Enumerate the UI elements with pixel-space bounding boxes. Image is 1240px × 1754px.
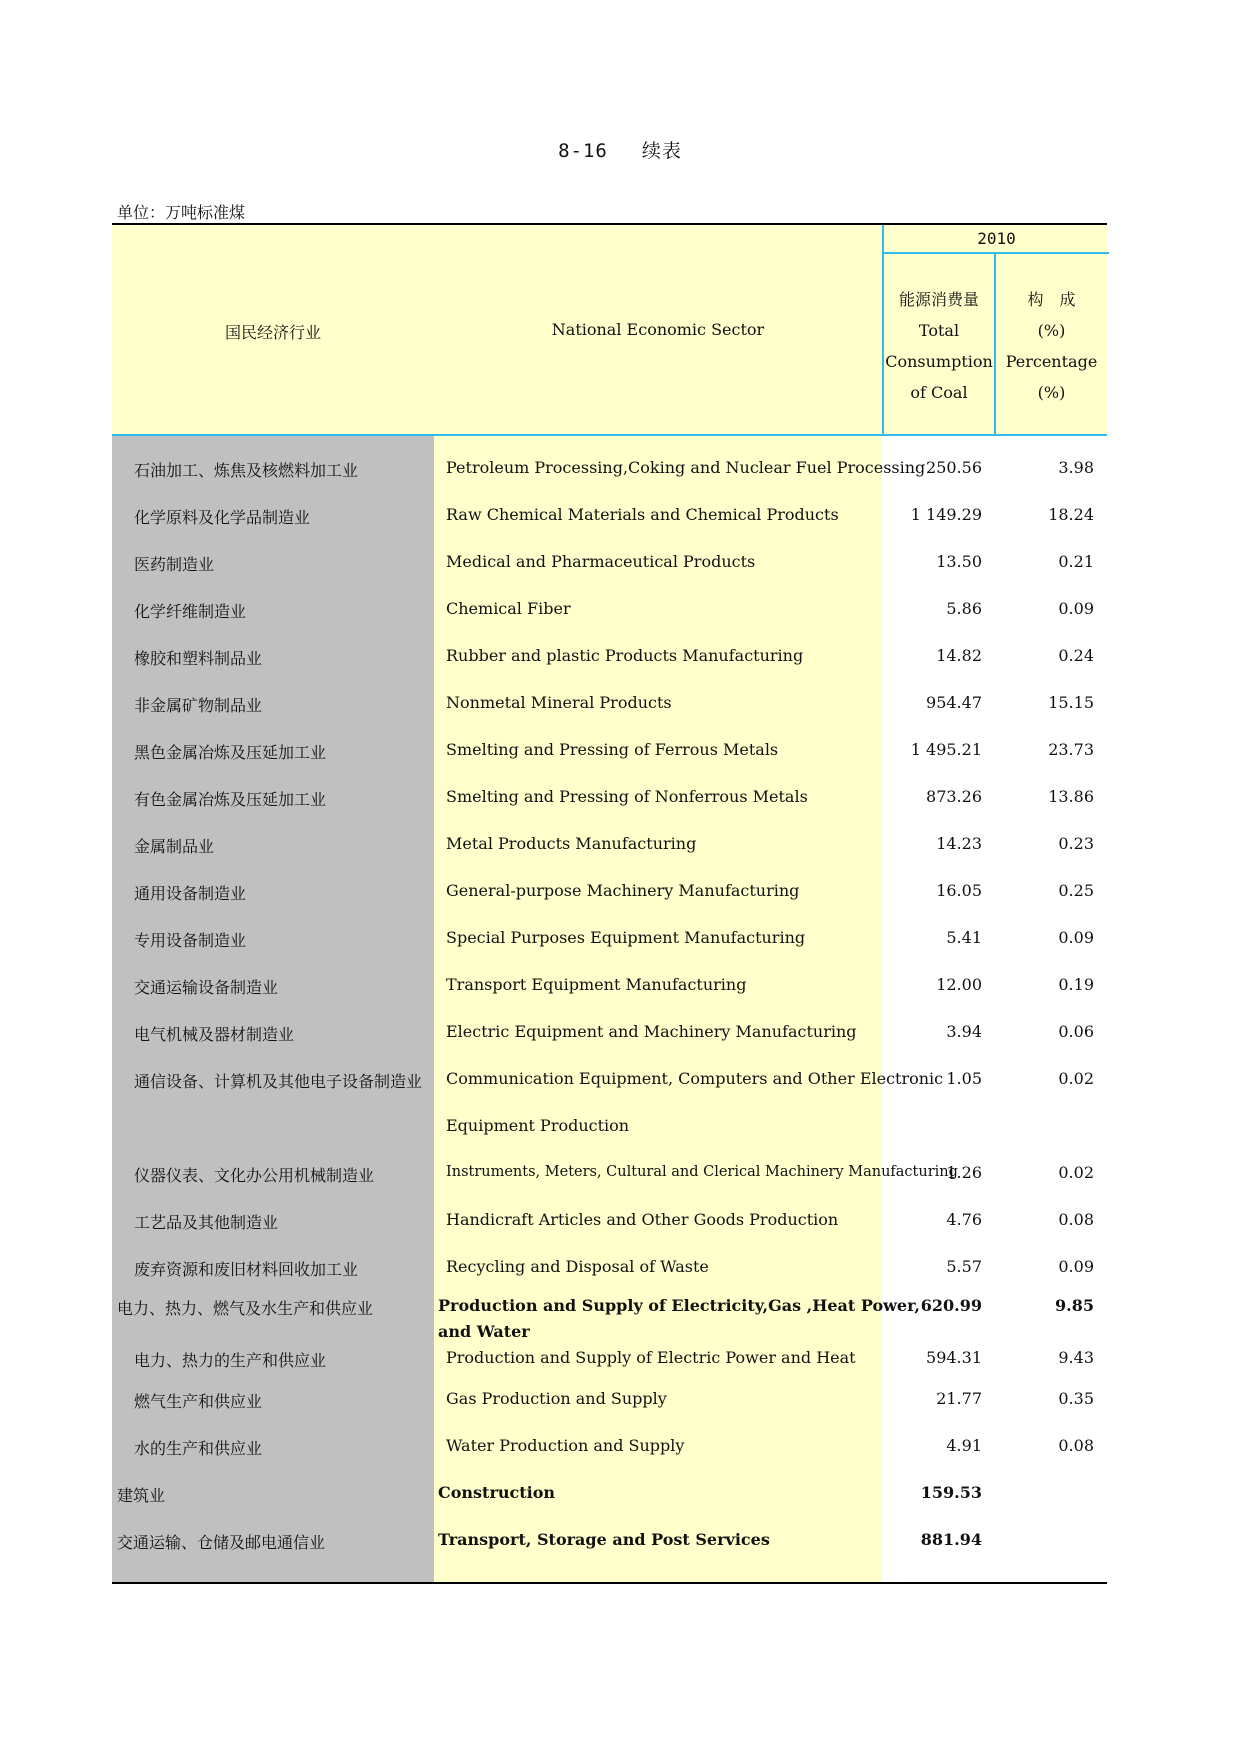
row-percentage: 0.02 xyxy=(1058,1163,1094,1182)
row-sector-en: Petroleum Processing,Coking and Nuclear Fuel Processing xyxy=(446,458,926,477)
row-sector-cn: 建筑业 xyxy=(117,1486,166,1505)
row-total: 1.05 xyxy=(946,1069,982,1088)
row-percentage: 0.02 xyxy=(1058,1069,1094,1088)
table-row xyxy=(112,1476,1107,1523)
row-sector-en: Nonmetal Mineral Products xyxy=(446,693,672,712)
row-sector-en: Production and Supply of Electricity,Gas ,Heat Power, xyxy=(438,1296,920,1315)
row-percentage: 0.09 xyxy=(1058,928,1094,947)
row-sector-en: Chemical Fiber xyxy=(446,599,571,618)
row-total: 954.47 xyxy=(926,693,982,712)
table-row xyxy=(112,530,1107,577)
row-total: 1.26 xyxy=(946,1163,982,1182)
row-sector-cn: 废弃资源和废旧材料回收加工业 xyxy=(134,1260,359,1279)
row-sector-en-line2: Equipment Production xyxy=(446,1116,630,1135)
row-sector-cn: 金属制品业 xyxy=(134,837,215,856)
row-percentage: 13.86 xyxy=(1048,787,1094,806)
row-total: 21.77 xyxy=(936,1389,982,1408)
table-row xyxy=(112,1382,1107,1429)
row-total: 620.99 xyxy=(920,1296,982,1315)
row-total: 873.26 xyxy=(926,787,982,806)
row-sector-en: Recycling and Disposal of Waste xyxy=(446,1257,709,1276)
row-percentage: 0.21 xyxy=(1058,552,1094,571)
row-sector-cn: 仪器仪表、文化办公用机械制造业 xyxy=(134,1166,375,1185)
header-col1-line2: Total xyxy=(918,321,960,340)
table-row xyxy=(112,1340,1107,1382)
table-title: 续表 xyxy=(641,140,682,162)
row-percentage: 3.98 xyxy=(1058,458,1094,477)
row-sector-en: Handicraft Articles and Other Goods Production xyxy=(446,1210,839,1229)
row-sector-en: Electric Equipment and Machinery Manufacturing xyxy=(446,1022,857,1041)
row-total: 12.00 xyxy=(936,975,982,994)
table-row xyxy=(112,1282,1107,1340)
row-percentage: 18.24 xyxy=(1048,505,1094,524)
row-sector-cn: 石油加工、炼焦及核燃料加工业 xyxy=(134,461,359,480)
table-row xyxy=(112,1000,1107,1047)
table-row xyxy=(112,483,1107,530)
row-sector-en: Construction xyxy=(438,1483,556,1502)
row-sector-cn: 化学纤维制造业 xyxy=(134,602,247,621)
header-col1-line3: Consumption xyxy=(885,352,993,371)
row-sector-cn: 工艺品及其他制造业 xyxy=(134,1213,279,1232)
header-col2-line1: 构 成 xyxy=(1027,290,1076,309)
row-total: 1 149.29 xyxy=(910,505,982,524)
row-sector-en: Raw Chemical Materials and Chemical Products xyxy=(446,505,839,524)
bottom-rule xyxy=(112,1582,1107,1584)
header-col1-line4: of Coal xyxy=(910,383,968,402)
row-sector-en: Rubber and plastic Products Manufacturing xyxy=(446,646,804,665)
row-sector-cn: 电力、热力的生产和供应业 xyxy=(134,1351,327,1370)
table-row xyxy=(112,812,1107,859)
row-sector-cn: 交通运输、仓储及邮电通信业 xyxy=(117,1533,326,1552)
row-sector-cn: 非金属矿物制品业 xyxy=(134,696,263,715)
row-sector-cn: 黑色金属冶炼及压延加工业 xyxy=(134,743,327,762)
unit-label: 单位：万吨标准煤 xyxy=(117,203,246,222)
row-total: 594.31 xyxy=(926,1348,982,1367)
row-percentage: 0.35 xyxy=(1058,1389,1094,1408)
header-percentage xyxy=(994,254,1107,435)
table-row xyxy=(112,577,1107,624)
table-row xyxy=(112,1188,1107,1235)
header-year: 2010 xyxy=(882,225,1109,254)
row-total: 250.56 xyxy=(926,458,982,477)
row-sector-en-line2: and Water xyxy=(438,1322,530,1341)
row-total: 4.91 xyxy=(946,1436,982,1455)
row-percentage: 0.23 xyxy=(1058,834,1094,853)
row-percentage: 15.15 xyxy=(1048,693,1094,712)
row-percentage: 9.43 xyxy=(1058,1348,1094,1367)
row-total: 159.53 xyxy=(920,1483,982,1502)
table-row xyxy=(112,1235,1107,1282)
table-row xyxy=(112,1429,1107,1476)
row-sector-cn: 电力、热力、燃气及水生产和供应业 xyxy=(117,1299,374,1318)
row-sector-en: Transport, Storage and Post Services xyxy=(438,1530,770,1549)
row-sector-en: Smelting and Pressing of Ferrous Metals xyxy=(446,740,779,759)
row-percentage: 0.09 xyxy=(1058,1257,1094,1276)
row-total: 881.94 xyxy=(920,1530,982,1549)
row-sector-en: Gas Production and Supply xyxy=(446,1389,667,1408)
row-percentage: 0.25 xyxy=(1058,881,1094,900)
row-percentage: 0.06 xyxy=(1058,1022,1094,1041)
header-sector-en: National Economic Sector xyxy=(551,320,765,339)
row-sector-cn: 电气机械及器材制造业 xyxy=(134,1025,295,1044)
header-total-consumption xyxy=(882,254,994,435)
table-row xyxy=(112,1047,1107,1141)
row-sector-cn: 专用设备制造业 xyxy=(134,931,247,950)
row-percentage: 0.24 xyxy=(1058,646,1094,665)
row-total: 14.23 xyxy=(936,834,982,853)
row-sector-cn: 通信设备、计算机及其他电子设备制造业 xyxy=(134,1072,423,1091)
row-total: 14.82 xyxy=(936,646,982,665)
row-sector-en: General-purpose Machinery Manufacturing xyxy=(446,881,800,900)
row-percentage: 0.09 xyxy=(1058,599,1094,618)
table-row xyxy=(112,1523,1107,1570)
row-sector-cn: 水的生产和供应业 xyxy=(134,1439,263,1458)
row-sector-en: Transport Equipment Manufacturing xyxy=(446,975,747,994)
row-percentage: 23.73 xyxy=(1048,740,1094,759)
header-col2-line4: (%) xyxy=(1037,383,1066,402)
row-sector-en: Medical and Pharmaceutical Products xyxy=(446,552,756,571)
table-body xyxy=(112,436,1107,1570)
row-sector-en: Special Purposes Equipment Manufacturing xyxy=(446,928,806,947)
row-percentage: 0.19 xyxy=(1058,975,1094,994)
row-sector-en: Production and Supply of Electric Power and Heat xyxy=(446,1348,856,1367)
row-sector-cn: 燃气生产和供应业 xyxy=(134,1392,263,1411)
table-row xyxy=(112,1141,1107,1188)
table-number: 8-16 xyxy=(558,140,608,162)
row-sector-cn: 化学原料及化学品制造业 xyxy=(134,508,311,527)
row-sector-en: Metal Products Manufacturing xyxy=(446,834,697,853)
header-col2-line3: Percentage xyxy=(1005,352,1098,371)
row-total: 16.05 xyxy=(936,881,982,900)
row-sector-cn: 交通运输设备制造业 xyxy=(134,978,279,997)
table-row xyxy=(112,859,1107,906)
table-row xyxy=(112,906,1107,953)
row-sector-en: Instruments, Meters, Cultural and Clerical Machinery Manufacturing xyxy=(446,1164,958,1180)
page-title xyxy=(0,136,1240,163)
header-col2-line2: (%) xyxy=(1037,321,1066,340)
row-sector-cn: 橡胶和塑料制品业 xyxy=(134,649,263,668)
table-row xyxy=(112,624,1107,671)
row-sector-en: Water Production and Supply xyxy=(446,1436,685,1455)
table-row xyxy=(112,718,1107,765)
row-total: 4.76 xyxy=(946,1210,982,1229)
row-sector-en: Smelting and Pressing of Nonferrous Metals xyxy=(446,787,808,806)
row-sector-en: Communication Equipment, Computers and Other Electronic xyxy=(446,1069,944,1088)
header-sector-cn: 国民经济行业 xyxy=(224,323,321,342)
row-total: 5.86 xyxy=(946,599,982,618)
table-row xyxy=(112,765,1107,812)
row-total: 3.94 xyxy=(946,1022,982,1041)
row-total: 5.41 xyxy=(946,928,982,947)
table-row xyxy=(112,436,1107,483)
table-row xyxy=(112,671,1107,718)
row-sector-cn: 通用设备制造业 xyxy=(134,884,247,903)
row-total: 5.57 xyxy=(946,1257,982,1276)
row-percentage: 0.08 xyxy=(1058,1210,1094,1229)
row-percentage: 9.85 xyxy=(1055,1296,1094,1315)
row-sector-cn: 有色金属冶炼及压延加工业 xyxy=(134,790,327,809)
table-row xyxy=(112,953,1107,1000)
row-sector-cn: 医药制造业 xyxy=(134,555,215,574)
row-percentage: 0.08 xyxy=(1058,1436,1094,1455)
row-total: 13.50 xyxy=(936,552,982,571)
row-total: 1 495.21 xyxy=(910,740,982,759)
header-col1-line1: 能源消费量 xyxy=(898,290,979,309)
